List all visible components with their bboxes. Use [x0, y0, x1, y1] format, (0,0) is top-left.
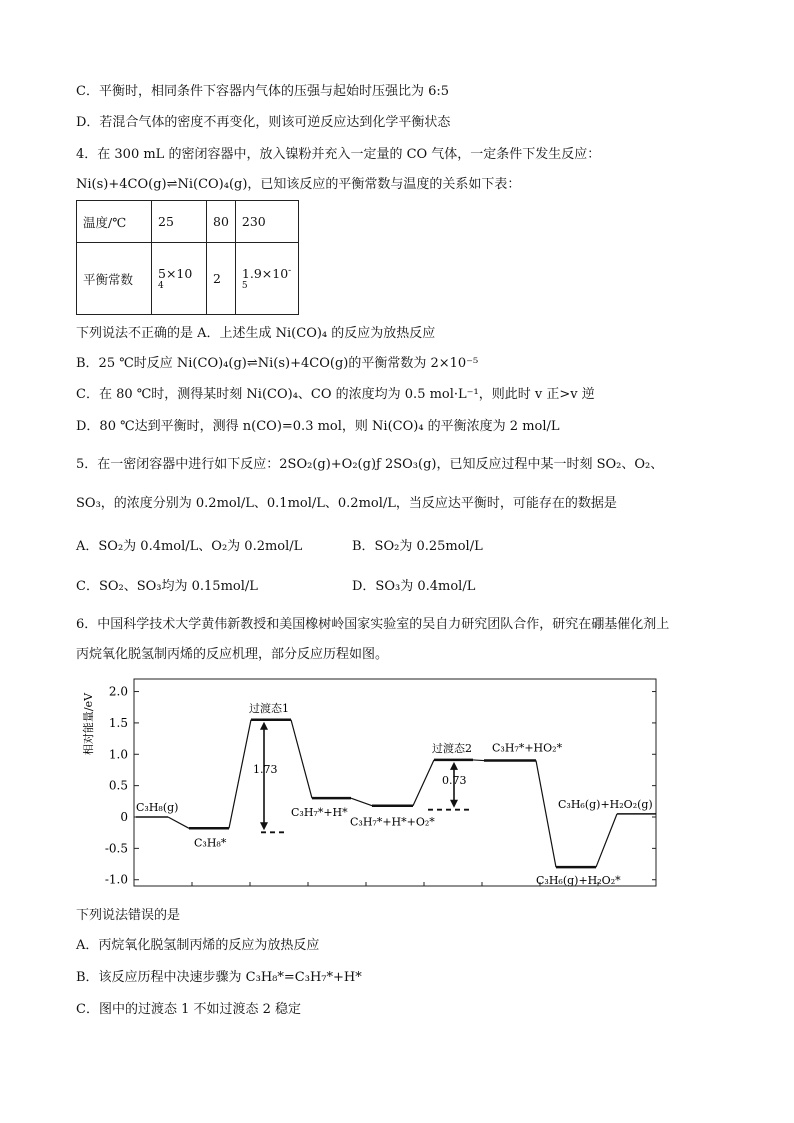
label-c3h7-ho2: C₃H₇*+HO₂* [492, 741, 563, 755]
label-c3h6-h2o2-gas: C₃H₆(g)+H₂O₂(g) [558, 797, 653, 811]
table-k-25 [152, 243, 207, 315]
y-axis-label: 相对能量/eV [82, 692, 95, 756]
q5-option-d: D．SO₃为 0.4mol/L [352, 579, 476, 594]
table-k-230 [235, 243, 298, 315]
q3-option-d: D．若混合气体的密度不再变化，则该可逆反应达到化学平衡状态 [76, 115, 451, 130]
table-temp-25: 25 [152, 201, 207, 243]
q3-option-c: C．平衡时，相同条件下容器内气体的压强与起始时压强比为 6:5 [76, 84, 450, 99]
q4-equation: Ni(s)+4CO(g)⇌Ni(CO)₄(g)，已知该反应的平衡常数与温度的关系如下表： [76, 177, 521, 192]
q5-stem-2: SO₃，的浓度分别为 0.2mol/L、0.1mol/L、0.2mol/L，当反应达平衡时，可能存在的数据是 [76, 496, 617, 511]
q5-option-a: A．SO₂为 0.4mol/L、O₂为 0.2mol/L [76, 539, 303, 554]
y-tick-label: -1.0 [104, 872, 128, 887]
q4-option-d: D．80 ℃达到平衡时，测得 n(CO)=0.3 mol，则 Ni(CO)₄ 的平衡浓度为 2 mol/L [76, 419, 560, 434]
y-tick-label: 1.5 [108, 715, 128, 730]
energy-connector [413, 760, 434, 806]
q4-option-b: B．25 ℃时反应 Ni(CO)₄(g)⇌Ni(s)+4CO(g)的平衡常数为 2×10⁻⁵ [76, 356, 479, 371]
label-c3h7-h-o2: C₃H₇*+H*+O₂* [350, 815, 435, 829]
energy-connector [596, 814, 617, 867]
table-temp-230: 230 [235, 201, 298, 243]
energy-connector [168, 817, 189, 828]
arrow-1-73-head-up [260, 722, 268, 730]
energy-profile-chart [76, 674, 676, 892]
label-c3h8g: C₃H₈(g) [136, 801, 179, 814]
energy-connector [351, 798, 372, 806]
label-ts2: 过渡态2 [432, 741, 472, 755]
k25-exp: 4 [158, 281, 164, 291]
y-tick-label: 0 [120, 810, 128, 824]
label-c3h6-h2o2-adsorbed: C₃H₆(g)+H₂O₂* [536, 874, 621, 888]
plot-frame [134, 679, 656, 886]
q6-option-a: A．丙烷氧化脱氢制丙烯的反应为放热反应 [76, 938, 320, 953]
table-header-temp: 温度/℃ [77, 201, 152, 243]
q5-option-c: C．SO₂、SO₃均为 0.15mol/L [76, 579, 258, 594]
table-header-k: 平衡常数 [77, 243, 152, 315]
q6-option-b: B．该反应历程中决速步骤为 C₃H₈*=C₃H₇*+H* [76, 970, 362, 985]
energy-connector [291, 720, 312, 798]
q4-option-a: 下列说法不正确的是 A．上述生成 Ni(CO)₄ 的反应为放热反应 [76, 326, 436, 341]
y-tick-label: -0.5 [104, 841, 128, 856]
table-k-80: 2 [207, 243, 236, 315]
y-tick-label: 1.0 [108, 747, 128, 762]
label-c3h8-adsorbed: C₃H₈* [194, 836, 227, 850]
k25-base: 5×10 [158, 266, 193, 281]
arrow-0-73-head-down [450, 800, 458, 808]
k230-base: 1.9×10 [241, 266, 289, 282]
k230-exp: 5 [241, 281, 248, 292]
label-ts1: 过渡态1 [249, 701, 289, 715]
arrow-1-73-head-down [260, 822, 268, 830]
label-c3h7-h: C₃H₇*+H* [291, 806, 348, 820]
q6-stem-1: 6．中国科学技术大学黄伟新教授和美国橡树岭国家实验室的吴自力研究团队合作，研究在硼基催化剂上 [76, 617, 670, 632]
q6-question: 下列说法错误的是 [76, 908, 181, 923]
energy-connector [536, 761, 556, 868]
label-0-73: 0.73 [442, 773, 467, 787]
q4-option-c: C．在 80 ℃时，测得某时刻 Ni(CO)₄、CO 的浓度均为 0.5 mol·L⁻¹，则此时 v 正>v 逆 [76, 387, 595, 402]
q6-option-c: C．图中的过渡态 1 不如过渡态 2 稳定 [76, 1002, 302, 1017]
q5-stem-1: 5．在一密闭容器中进行如下反应：2SO₂(g)+O₂(g)ƒ 2SO₃(g)，已知反应过程中某一时刻 SO₂、O₂、 [76, 457, 664, 472]
q5-option-b: B．SO₂为 0.25mol/L [352, 539, 483, 554]
k230-sign: - [288, 265, 292, 276]
q4-stem: 4．在 300 mL 的密闭容器中，放入镍粉并充入一定量的 CO 气体，一定条件下发生反应： [76, 147, 601, 162]
q6-stem-2: 丙烷氧化脱氢制丙烯的反应机理，部分反应历程如图。 [76, 647, 389, 662]
table-temp-80: 80 [207, 201, 236, 243]
energy-connector [473, 760, 484, 761]
arrow-0-73-head-up [450, 762, 458, 770]
label-1-73: 1.73 [253, 763, 278, 777]
y-tick-label: 2.0 [108, 684, 128, 699]
equilibrium-constant-table [76, 200, 299, 315]
energy-connector [229, 720, 251, 829]
y-tick-label: 0.5 [108, 778, 128, 793]
